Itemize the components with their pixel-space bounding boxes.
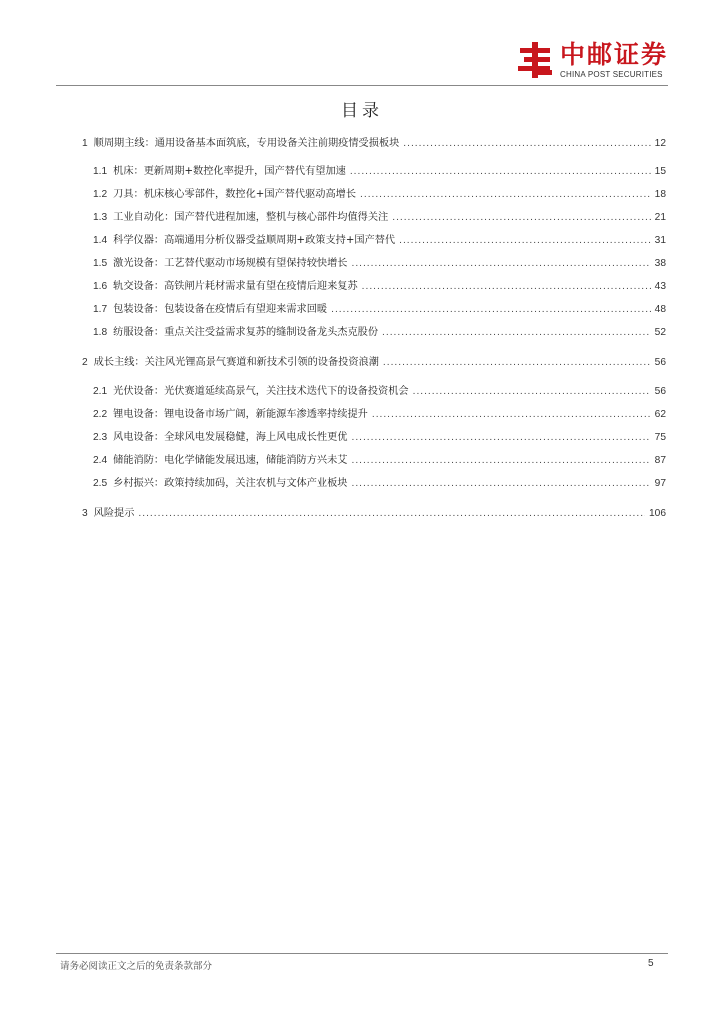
toc-entry-number: 1.4 [93,235,108,246]
toc-dot-leader [383,356,651,369]
toc-dot-leader [331,303,651,316]
header-divider [56,85,668,86]
toc-dot-leader [382,326,651,339]
toc-dot-leader [403,137,650,150]
toc-entry-label: 风险提示 [93,508,135,519]
toc-entry-number: 2.5 [93,478,108,489]
toc-entry-label: 科学仪器：高端通用分析仪器受益顺周期+政策支持+国产替代 [113,235,396,246]
toc-dot-leader [351,477,650,490]
toc-entry-page: 97 [654,478,666,489]
page-title: 目录 [341,101,383,121]
toc-dot-leader [138,507,645,520]
brand-logo [518,38,668,82]
toc-entry-page: 106 [649,508,666,519]
footer-divider [56,953,668,954]
toc-entry-number: 1.6 [93,281,108,292]
toc-entry-label: 光伏设备：光伏赛道延续高景气，关注技术迭代下的设备投资机会 [113,386,409,397]
toc-dot-leader [360,188,651,201]
brand-name-en: CHINA POST SECURITIES [559,69,663,79]
toc-entry-number: 1 [82,138,88,149]
toc-entry-label: 激光设备：工艺替代驱动市场规模有望保持较快增长 [113,258,348,269]
brand-name-cn: 中邮证券 [559,39,668,69]
toc-entry-page: 12 [654,138,666,149]
toc-dot-leader [350,165,651,178]
toc-entry-number: 2.1 [93,386,108,397]
toc-entry-label: 工业自动化：国产替代进程加速，整机与核心部件均值得关注 [113,212,389,223]
toc-entry[interactable] [82,326,666,339]
disclaimer-note: 请务必阅读正文之后的免责条款部分 [60,961,213,972]
toc-entry-page: 38 [654,258,666,269]
toc-entry-page: 48 [654,304,666,315]
toc-entry-page: 75 [654,432,666,443]
toc-entry[interactable] [82,477,666,490]
toc-entry-page: 31 [654,235,666,246]
toc-entry-page: 43 [654,281,666,292]
toc-entry-label: 顺周期主线：通用设备基本面筑底，专用设备关注前期疫情受损板块 [93,138,400,149]
toc-dot-leader [413,385,651,398]
toc-entry-number: 1.7 [93,304,108,315]
toc-entry[interactable] [82,257,666,270]
toc-entry[interactable] [82,234,666,247]
toc-entry[interactable] [82,137,666,150]
toc-entry-number: 1.8 [93,327,108,338]
toc-dot-leader [351,431,650,444]
toc-entry-number: 2.2 [93,409,108,420]
toc-entry[interactable] [82,408,666,421]
toc-entry-page: 21 [654,212,666,223]
toc-entry[interactable] [82,303,666,316]
toc-entry-label: 乡村振兴：政策持续加码，关注农机与文体产业板块 [113,478,348,489]
toc-entry-label: 锂电设备：锂电设备市场广阔，新能源车渗透率持续提升 [113,409,368,420]
toc-entry-page: 56 [654,386,666,397]
toc-dot-leader [392,211,650,224]
toc-entry-label: 纺服设备：重点关注受益需求复苏的缝制设备龙头杰克股份 [113,327,379,338]
toc-entry-label: 包装设备：包装设备在疫情后有望迎来需求回暖 [113,304,328,315]
toc-dot-leader [362,280,651,293]
toc-entry-number: 2.3 [93,432,108,443]
toc-entry-label: 机床：更新周期+数控化率提升，国产替代有望加速 [113,166,346,177]
toc-entry-number: 1.1 [93,166,108,177]
toc-entry[interactable] [82,280,666,293]
toc-entry[interactable] [82,165,666,178]
toc-entry-page: 56 [654,357,666,368]
toc-entry-number: 2.4 [93,455,108,466]
toc-dot-leader [351,454,650,467]
toc-dot-leader [372,408,651,421]
toc-entry-page: 52 [654,327,666,338]
toc-entry-label: 储能消防：电化学储能发展迅速，储能消防方兴未艾 [113,455,348,466]
toc-entry-number: 1.2 [93,189,108,200]
toc-entry[interactable] [82,454,666,467]
toc-dot-leader [399,234,651,247]
toc-entry-page: 18 [654,189,666,200]
toc-entry[interactable] [82,507,666,520]
page-number: 5 [648,958,654,969]
toc-entry-number: 2 [82,357,88,368]
toc-entry-page: 62 [654,409,666,420]
china-post-logo-icon [518,40,554,80]
toc-entry-label: 刀具：机床核心零部件，数控化+国产替代驱动高增长 [113,189,357,200]
toc-entry[interactable] [82,356,666,369]
toc-entry-page: 87 [654,455,666,466]
toc-entry[interactable] [82,385,666,398]
toc-entry-label: 风电设备：全球风电发展稳健，海上风电成长性更优 [113,432,348,443]
toc-entry-label: 轨交设备：高铁闸片耗材需求量有望在疫情后迎来复苏 [113,281,358,292]
toc-dot-leader [351,257,650,270]
toc-entry-page: 15 [654,166,666,177]
toc-entry-number: 1.3 [93,212,108,223]
toc-entry-number: 3 [82,508,88,519]
toc-entry[interactable] [82,188,666,201]
toc-entry[interactable] [82,211,666,224]
toc-entry-number: 1.5 [93,258,108,269]
toc-entry[interactable] [82,431,666,444]
toc-entry-label: 成长主线：关注风光锂高景气赛道和新技术引领的设备投资浪潮 [93,357,379,368]
